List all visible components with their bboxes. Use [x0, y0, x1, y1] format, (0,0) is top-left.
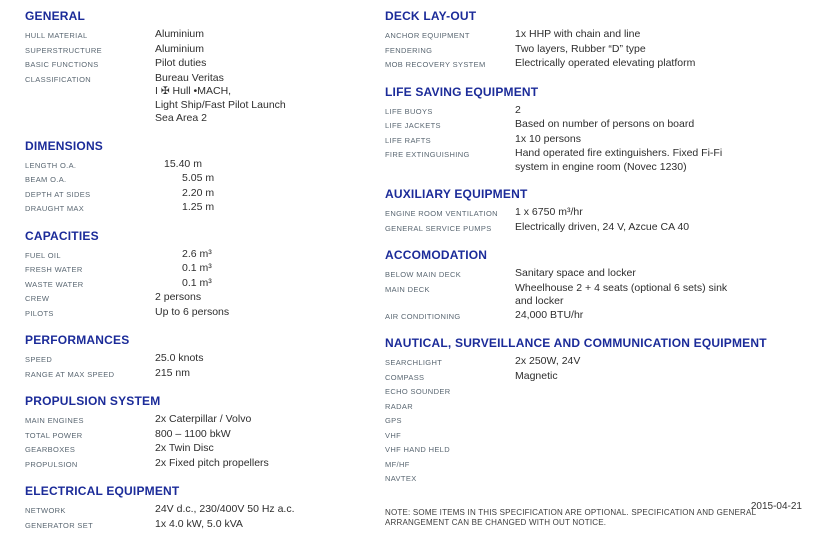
spec-label: WASTE WATER: [25, 279, 84, 289]
spec-row-navtex: [385, 471, 810, 486]
spec-label: GENERATOR SET: [25, 520, 94, 530]
spec-label: HULL MATERIAL: [25, 31, 88, 40]
spec-value-line: Magnetic: [515, 369, 558, 382]
spec-label: PROPULSION: [25, 459, 78, 469]
spec-label: VHF: [385, 430, 402, 440]
spec-label: VHF HAND HELD: [385, 445, 450, 454]
spec-value: [155, 158, 385, 172]
spec-label: FUEL OIL: [25, 250, 61, 260]
spec-row-propulsion: [25, 457, 385, 472]
spec-row-radar: [385, 399, 810, 414]
spec-value: [155, 457, 385, 471]
section-deck-lay-out: [385, 10, 810, 72]
spec-row-mob-recovery-system: [385, 57, 810, 72]
spec-label: COMPASS: [385, 372, 425, 382]
spec-label: TOTAL POWER: [25, 430, 83, 440]
spec-value-line: Pilot duties: [155, 57, 207, 69]
spec-row-general-service-pumps: [385, 221, 810, 236]
spec-label: MAIN DECK: [385, 284, 430, 294]
spec-value: [155, 442, 385, 456]
spec-row-superstructure: [25, 43, 385, 58]
spec-label: LIFE RAFTS: [385, 135, 432, 145]
spec-value-line: 2x 250W, 24V: [515, 355, 581, 367]
spec-row-depth-at-sides: [25, 187, 385, 202]
spec-row-basic-functions: [25, 57, 385, 72]
spec-value: [515, 282, 810, 309]
spec-label: BEAM O.A.: [25, 175, 67, 184]
spec-value: [515, 355, 810, 369]
spec-label: PILOTS: [25, 308, 54, 318]
spec-row-network: [25, 503, 385, 518]
spec-label: CLASSIFICATION: [25, 74, 92, 84]
spec-value-line: and locker: [515, 295, 564, 307]
spec-label: NAVTEX: [385, 474, 417, 483]
section-title: GENERAL: [25, 9, 86, 23]
section-accomodation: [385, 249, 810, 323]
spec-label: GPS: [385, 416, 402, 425]
spec-value-line: 5.05 m: [182, 172, 215, 184]
spec-label: BELOW MAIN DECK: [385, 270, 462, 279]
spec-value-line: 1 x 6750 m³/hr: [515, 206, 583, 218]
spec-row-engine-room-ventilation: [385, 206, 810, 221]
spec-value-line: Bureau Veritas: [155, 71, 224, 84]
spec-label: AIR CONDITIONING: [385, 311, 461, 321]
spec-value-line: 2x Twin Disc: [155, 442, 214, 454]
spec-row-fuel-oil: [25, 248, 385, 263]
spec-label: GENERAL SERVICE PUMPS: [385, 223, 492, 233]
spec-value-line: 1.25 m: [182, 201, 215, 213]
spec-label: MOB RECOVERY SYSTEM: [385, 60, 486, 69]
spec-row-fresh-water: [25, 262, 385, 277]
spec-value: [515, 118, 810, 132]
spec-label: MAIN ENGINES: [25, 416, 84, 425]
spec-row-life-jackets: [385, 118, 810, 133]
spec-row-classification: [25, 72, 385, 126]
spec-row-anchor-equipment: [385, 28, 810, 43]
spec-value: [155, 413, 385, 427]
spec-row-fendering: [385, 43, 810, 58]
spec-value: [155, 291, 385, 305]
section-propulsion-system: [25, 395, 385, 471]
spec-label: CREW: [25, 294, 50, 303]
spec-value: [515, 309, 810, 323]
spec-value: [515, 104, 810, 118]
spec-row-generator-set: [25, 518, 385, 533]
spec-value-line: 0.1 m³: [182, 276, 212, 289]
spec-value: [155, 306, 385, 320]
spec-row-below-main-deck: [385, 267, 810, 282]
spec-row-main-deck: [385, 282, 810, 309]
spec-value-line: 2x Caterpillar / Volvo: [155, 413, 252, 425]
right-column: [385, 8, 830, 533]
spec-value-line: 25.0 knots: [155, 352, 204, 364]
spec-label: ENGINE ROOM VENTILATION: [385, 209, 498, 218]
spec-value: [515, 267, 810, 281]
spec-row-total-power: [25, 428, 385, 443]
spec-label: ANCHOR EQUIPMENT: [385, 31, 470, 40]
spec-row-compass: [385, 370, 810, 385]
spec-row-draught-max: [25, 201, 385, 216]
spec-label: FRESH WATER: [25, 265, 83, 274]
spec-row-waste-water: [25, 277, 385, 292]
spec-value-line: 2.6 m³: [182, 247, 212, 260]
spec-value: [155, 187, 385, 201]
spec-value: [155, 518, 385, 532]
spec-row-pilots: [25, 306, 385, 321]
spec-value: [155, 262, 385, 276]
section-title: AUXILIARY EQUIPMENT: [385, 187, 528, 201]
spec-row-hull-material: [25, 28, 385, 43]
spec-row-crew: [25, 291, 385, 306]
section-capacities: [25, 230, 385, 321]
section-title: NAUTICAL, SURVEILLANCE AND COMMUNICATION EQUIPMENT: [385, 336, 767, 350]
spec-value: [155, 248, 385, 262]
spec-row-speed: [25, 352, 385, 367]
spec-label: RADAR: [385, 401, 414, 411]
spec-row-fire-extinguishing: [385, 147, 810, 174]
spec-row-mf-hf: [385, 457, 810, 472]
spec-row-length-o-a: [25, 158, 385, 173]
spec-row-range-at-max-speed: [25, 367, 385, 382]
spec-label: SPEED: [25, 355, 53, 364]
spec-value-line: Electrically driven, 24 V, Azcue CA 40: [515, 220, 690, 233]
spec-label: FENDERING: [385, 45, 433, 55]
spec-value-line: Electrically operated elevating platform: [515, 57, 696, 69]
spec-label: RANGE AT MAX SPEED: [25, 369, 115, 379]
spec-label: NETWORK: [25, 506, 66, 515]
spec-value: [515, 221, 810, 235]
optional-items-note: NOTE: SOME ITEMS IN THIS SPECIFICATION ARE OPTIONAL. SPECIFICATION AND GENERAL ARRANGEMENT CAN BE CHANGED WITH OUT NOTICE.: [385, 507, 756, 527]
section-performances: [25, 334, 385, 381]
spec-value: [155, 428, 385, 442]
spec-row-gps: [385, 413, 810, 428]
spec-row-air-conditioning: [385, 309, 810, 324]
spec-value-line: Sanitary space and locker: [515, 267, 636, 279]
spec-value: [515, 28, 810, 42]
spec-value-line: Based on number of persons on board: [515, 118, 695, 130]
section-title: ELECTRICAL EQUIPMENT: [25, 484, 180, 498]
spec-value-line: Aluminium: [155, 28, 205, 40]
spec-label: FIRE EXTINGUISHING: [385, 150, 470, 159]
section-electrical-equipment: [25, 485, 385, 532]
spec-label: LENGTH O.A.: [25, 160, 77, 170]
spec-label: MF/HF: [385, 459, 410, 469]
spec-row-gearboxes: [25, 442, 385, 457]
spec-label: SUPERSTRUCTURE: [25, 45, 102, 55]
spec-value-line: 2.20 m: [182, 186, 215, 199]
spec-label: DEPTH AT SIDES: [25, 189, 91, 199]
section-title: LIFE SAVING EQUIPMENT: [385, 84, 539, 99]
spec-value: [155, 172, 385, 186]
left-column: [25, 8, 385, 533]
spec-value-line: 215 nm: [155, 366, 191, 379]
spec-value-line: I ✠ Hull •MACH,: [155, 85, 232, 97]
section-nautical-surveillance-and-communication-equipment: [385, 337, 810, 486]
spec-value-line: 2x Fixed pitch propellers: [155, 456, 269, 469]
section-life-saving-equipment: [385, 86, 810, 175]
spec-value-line: system in engine room (Novec 1230): [515, 160, 687, 173]
spec-columns: [25, 8, 830, 533]
spec-value-line: Sea Area 2: [155, 112, 207, 124]
section-title: PERFORMANCES: [25, 333, 130, 347]
spec-value-line: Two layers, Rubber “D” type: [515, 42, 646, 55]
document-date: 2015-04-21: [750, 501, 802, 512]
section-title: DECK LAY-OUT: [385, 9, 477, 23]
section-title: DIMENSIONS: [25, 138, 104, 153]
spec-value-line: Up to 6 persons: [155, 305, 230, 318]
spec-value: [515, 43, 810, 57]
spec-value-line: 1x 4.0 kW, 5.0 kVA: [155, 517, 243, 530]
spec-value: [515, 147, 810, 174]
spec-row-life-buoys: [385, 104, 810, 119]
spec-value-line: Wheelhouse 2 + 4 seats (optional 6 sets) sink: [515, 281, 728, 294]
spec-row-main-engines: [25, 413, 385, 428]
spec-row-life-rafts: [385, 133, 810, 148]
spec-value-line: 2: [515, 103, 521, 116]
spec-value-line: 24V d.c., 230/400V 50 Hz a.c.: [155, 503, 295, 515]
spec-value: [155, 277, 385, 291]
spec-value: [155, 57, 385, 71]
spec-value: [515, 370, 810, 384]
spec-row-vhf: [385, 428, 810, 443]
spec-value-line: 800 – 1100 bkW: [155, 427, 231, 440]
spec-value-line: 0.1 m³: [182, 262, 212, 274]
spec-value-line: Light Ship/Fast Pilot Launch: [155, 98, 286, 111]
spec-value-line: Aluminium: [155, 42, 205, 55]
spec-label: ECHO SOUNDER: [385, 387, 451, 396]
spec-value: [515, 57, 810, 71]
spec-value-line: 1x HHP with chain and line: [515, 28, 641, 40]
spec-value: [155, 72, 385, 126]
spec-value-line: 2 persons: [155, 291, 202, 303]
spec-value-line: Hand operated fire extinguishers. Fixed Fi-Fi: [515, 147, 723, 159]
spec-value: [515, 133, 810, 147]
spec-value: [515, 206, 810, 220]
section-title: PROPULSION SYSTEM: [25, 394, 161, 408]
spec-value-line: 15.40 m: [164, 157, 202, 170]
spec-label: GEARBOXES: [25, 445, 76, 454]
spec-row-beam-o-a: [25, 172, 385, 187]
spec-label: SEARCHLIGHT: [385, 358, 443, 367]
spec-value: [155, 503, 385, 517]
spec-value: [155, 201, 385, 215]
section-general: [25, 10, 385, 126]
spec-row-searchlight: [385, 355, 810, 370]
section-auxiliary-equipment: [385, 188, 810, 235]
spec-label: DRAUGHT MAX: [25, 204, 85, 213]
section-title: ACCOMODATION: [385, 248, 488, 262]
spec-value: [155, 352, 385, 366]
spec-label: LIFE JACKETS: [385, 121, 441, 130]
spec-value: [155, 28, 385, 42]
spec-label: BASIC FUNCTIONS: [25, 60, 99, 69]
spec-row-vhf-hand-held: [385, 442, 810, 457]
spec-value: [155, 43, 385, 57]
spec-value-line: 24,000 BTU/hr: [515, 308, 584, 321]
spec-value-line: 1x 10 persons: [515, 132, 581, 145]
spec-label: LIFE BUOYS: [385, 106, 433, 116]
spec-value: [155, 367, 385, 381]
section-dimensions: [25, 140, 385, 216]
section-title: CAPACITIES: [25, 228, 99, 243]
spec-row-echo-sounder: [385, 384, 810, 399]
